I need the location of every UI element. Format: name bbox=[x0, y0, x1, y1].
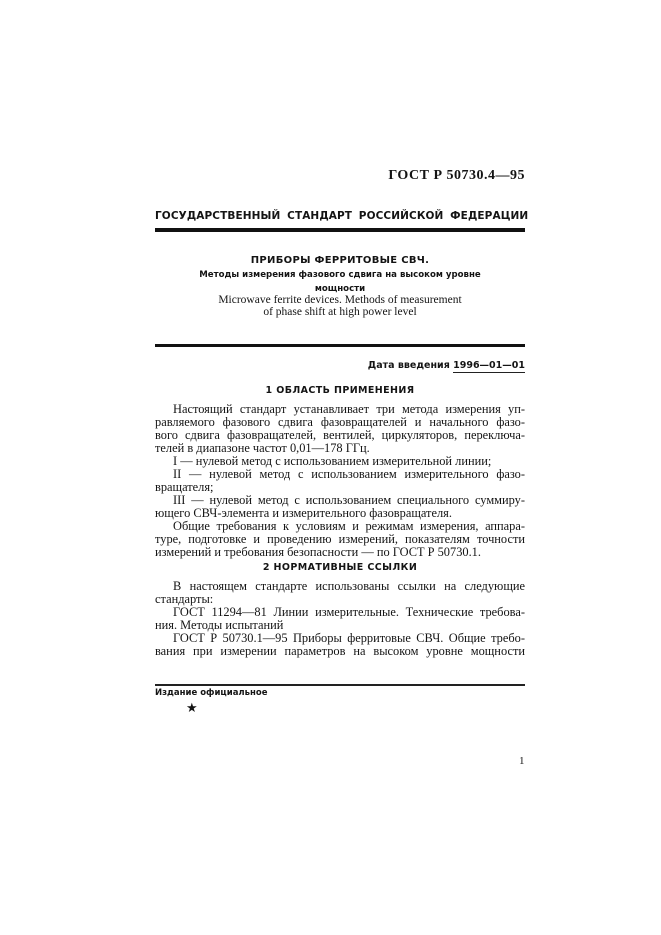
standard-subtitle-cont: мощности bbox=[314, 284, 366, 294]
standard-title: ПРИБОРЫ ФЕРРИТОВЫЕ СВЧ. bbox=[250, 255, 430, 266]
text-line: Настоящий стандарт устанавливает три метода измерения уп- bbox=[173, 402, 525, 416]
text-line: I — нулевой метод с использованием измерительной линии; bbox=[173, 454, 492, 468]
page-number: 1 bbox=[519, 755, 525, 767]
standard-subtitle: Методы измерения фазового сдвига на высоком уровне bbox=[199, 270, 481, 280]
federation-title: ГОСУДАРСТВЕННЫЙ СТАНДАРТ РОССИЙСКОЙ ФЕДЕРАЦИИ bbox=[155, 210, 529, 222]
section-1-heading: 1 ОБЛАСТЬ ПРИМЕНЕНИЯ bbox=[265, 385, 415, 396]
text-line: Общие требования к условиям и режимам измерения, аппара- bbox=[173, 519, 525, 533]
text-line: вращателя; bbox=[155, 480, 214, 494]
text-line: ния. Методы испытаний bbox=[155, 618, 284, 632]
footer-rule bbox=[155, 684, 525, 686]
text-line: ГОСТ 11294—81 Линии измерительные. Технические требова- bbox=[173, 605, 525, 619]
title-rule bbox=[155, 344, 525, 347]
english-title-cont: of phase shift at high power level bbox=[263, 306, 417, 318]
section-1-body bbox=[155, 403, 525, 559]
text-line: II — нулевой метод с использованием измерительного фазо- bbox=[173, 467, 525, 481]
section-2-body bbox=[155, 580, 525, 658]
text-line: измерений и требования безопасности — по ГОСТ Р 50730.1. bbox=[155, 545, 481, 559]
star-icon: ★ bbox=[186, 700, 198, 715]
text-line: вого сдвига фазовращателей, вентилей, циркуляторов, переключа- bbox=[155, 428, 525, 442]
text-line: вания при измерении параметров на высоком уровне мощности bbox=[155, 644, 525, 658]
effective-date bbox=[368, 360, 525, 371]
text-line: ющего СВЧ-элемента и измерительного фазовращателя. bbox=[155, 506, 452, 520]
section-2-heading: 2 НОРМАТИВНЫЕ ССЫЛКИ bbox=[262, 562, 418, 573]
date-value: 1996—01—01 bbox=[453, 360, 525, 371]
text-line: В настоящем стандарте использованы ссылки на следующие bbox=[173, 579, 525, 593]
english-title: Microwave ferrite devices. Methods of measurement bbox=[218, 294, 462, 306]
text-line: III — нулевой метод с использованием специального суммиру- bbox=[173, 493, 525, 507]
text-line: ГОСТ Р 50730.1—95 Приборы ферритовые СВЧ. Общие требо- bbox=[173, 631, 525, 645]
text-line: стандарты: bbox=[155, 592, 214, 606]
edition-label: Издание официальное bbox=[155, 688, 268, 698]
text-line: равляемого фазового сдвига фазовращателей и начального фазо- bbox=[155, 415, 525, 429]
header-rule bbox=[155, 228, 525, 232]
date-label: Дата введения bbox=[367, 360, 450, 371]
text-line: телей в диапазоне частот 0,01—178 ГГц. bbox=[155, 441, 370, 455]
text-line: туре, подготовке и проведению измерений, показателям точности bbox=[155, 532, 525, 546]
document-number: ГОСТ Р 50730.4—95 bbox=[388, 168, 525, 183]
